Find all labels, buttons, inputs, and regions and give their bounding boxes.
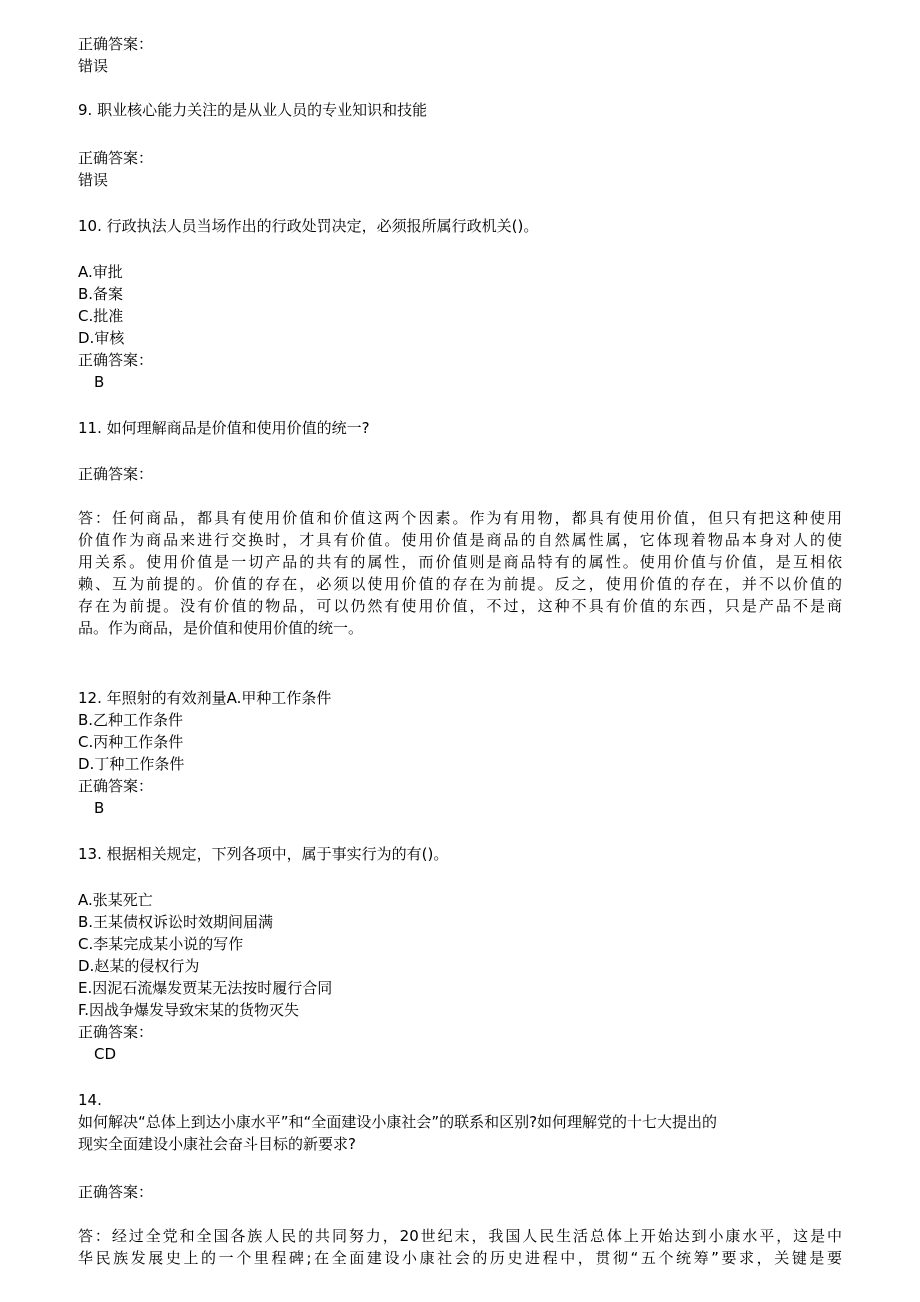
text-line: 正确答案： [78, 351, 154, 369]
text-line: 如何解决“总体上到达小康水平”和“全面建设小康社会”的联系和区别?如何理解党的十七大提出的 [78, 1113, 718, 1131]
text-line: 12. 年照射的有效剂量A.甲种工作条件 [78, 689, 332, 707]
text-line: 14. [78, 1091, 102, 1109]
paragraph-line: 华民族发展史上的一个里程碑;在全面建设小康社会的历史进程中，贯彻“五个统筹”要求，关键是要 [78, 1249, 842, 1267]
text-line: 13. 根据相关规定，下列各项中，属于事实行为的有()。 [78, 845, 449, 863]
text-line: 11. 如何理解商品是价值和使用价值的统一? [78, 419, 370, 437]
text-line: CD [94, 1045, 117, 1063]
text-line: B [94, 373, 105, 391]
paragraph-line: 价值作为商品来进行交换时，才具有价值。使用价值是商品的自然属性属，它体现着物品本身对人的使 [78, 531, 842, 549]
text-line: D.审核 [78, 329, 125, 347]
text-line: D.丁种工作条件 [78, 755, 185, 773]
text-line: F.因战争爆发导致宋某的货物灭失 [78, 1001, 299, 1019]
text-line: D.赵某的侵权行为 [78, 957, 200, 975]
text-line: 正确答案： [78, 35, 154, 53]
text-line: 正确答案： [78, 1183, 154, 1201]
text-line: B.乙种工作条件 [78, 711, 184, 729]
text-line: C.批准 [78, 307, 124, 325]
text-line: C.丙种工作条件 [78, 733, 184, 751]
paragraph-line: 答：任何商品，都具有使用价值和价值这两个因素。作为有用物，都具有使用价值，但只有把这种使用 [78, 509, 842, 527]
text-line: 正确答案： [78, 149, 154, 167]
text-line: B [94, 799, 105, 817]
paragraph-line: 存在为前提。没有价值的物品，可以仍然有使用价值，不过，这种不具有价值的东西，只是产品不是商 [78, 597, 842, 615]
paragraph-line: 品。作为商品，是价值和使用价值的统一。 [78, 619, 364, 637]
text-line: 现实全面建设小康社会奋斗目标的新要求? [78, 1135, 356, 1153]
text-line: 错误 [78, 171, 109, 189]
text-line: B.备案 [78, 285, 124, 303]
text-line: A.张某死亡 [78, 891, 153, 909]
text-line: 10. 行政执法人员当场作出的行政处罚决定，必须报所属行政机关()。 [78, 217, 539, 235]
text-line: C.李某完成某小说的写作 [78, 935, 244, 953]
paragraph-line: 答：经过全党和全国各族人民的共同努力，20世纪末，我国人民生活总体上开始达到小康水平，这是中 [78, 1227, 842, 1245]
answer-11-paragraph [78, 507, 842, 639]
text-line: 正确答案： [78, 465, 154, 483]
text-line: 正确答案： [78, 777, 154, 795]
paragraph-line: 用关系。使用价值是一切产品的共有的属性，而价值则是商品特有的属性。使用价值与价值，是互相依 [78, 553, 842, 571]
text-line: A.审批 [78, 263, 123, 281]
paragraph-line: 赖、互为前提的。价值的存在，必须以使用价值的存在为前提。反之，使用价值的存在，并不以价值的 [78, 575, 842, 593]
answer-14-paragraph [78, 1225, 842, 1269]
text-line: B.王某债权诉讼时效期间届满 [78, 913, 274, 931]
text-line: 9. 职业核心能力关注的是从业人员的专业知识和技能 [78, 101, 428, 119]
text-line: E.因泥石流爆发贾某无法按时履行合同 [78, 979, 333, 997]
text-line: 正确答案： [78, 1023, 154, 1041]
text-line: 错误 [78, 57, 109, 75]
